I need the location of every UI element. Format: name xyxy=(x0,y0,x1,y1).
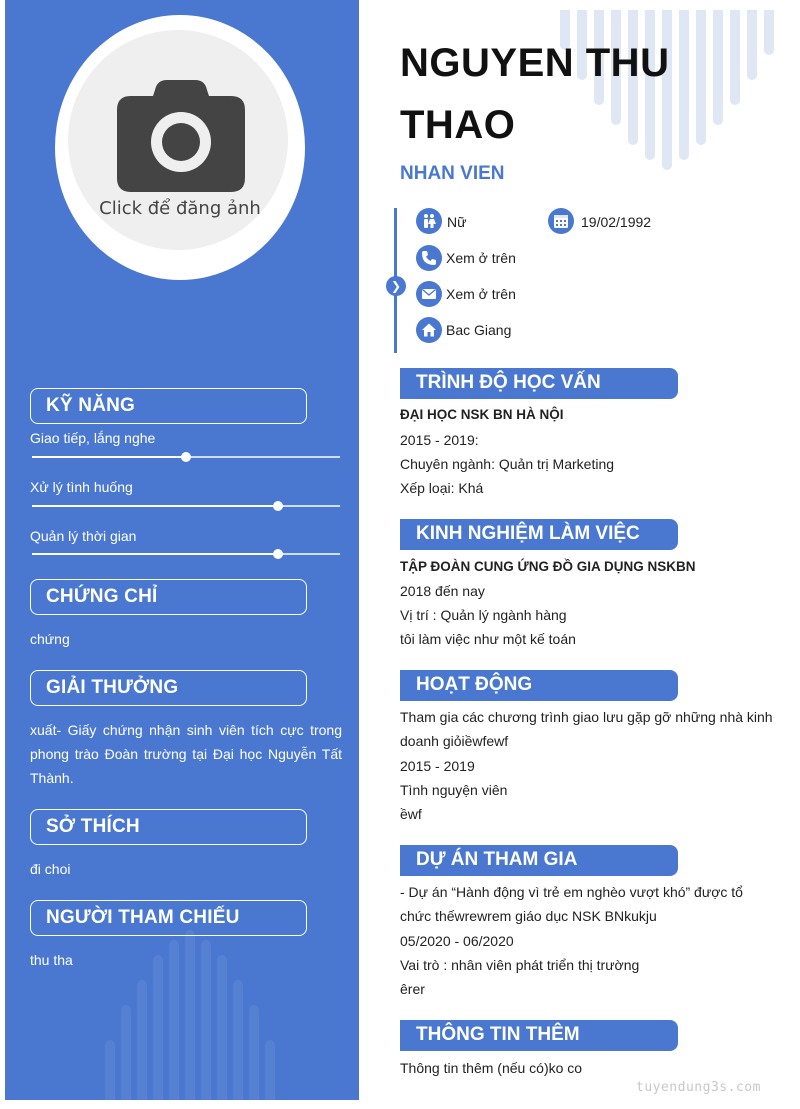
projects-note[interactable]: êrer xyxy=(400,981,425,997)
activities-role[interactable]: Tình nguyện viên xyxy=(400,782,508,798)
education-period[interactable]: 2015 - 2019: xyxy=(400,432,479,448)
skill-bar-time xyxy=(32,553,340,555)
chevron-right-icon[interactable]: ❯ xyxy=(386,276,406,296)
skill-bar-knob[interactable] xyxy=(273,501,283,511)
certificates-text[interactable]: chứng xyxy=(30,631,70,647)
education-grade[interactable]: Xếp loại: Khá xyxy=(400,480,484,496)
references-text[interactable]: thu tha xyxy=(30,952,73,968)
skill-bar-fill xyxy=(32,553,278,555)
experience-period[interactable]: 2018 đến nay xyxy=(400,583,485,599)
phone-icon xyxy=(416,245,442,271)
additional-heading: THÔNG TIN THÊM xyxy=(400,1020,678,1051)
address-value[interactable]: Bac Giang xyxy=(446,322,512,338)
projects-period[interactable]: 05/2020 - 06/2020 xyxy=(400,933,514,949)
experience-heading: KINH NGHIỆM LÀM VIỆC xyxy=(400,519,678,550)
awards-text[interactable]: xuất- Giấy chứng nhận sinh viên tích cực trong phong trào Đoàn trường tại Đại học Nguyễn Tất Thành. xyxy=(30,722,342,786)
skill-bar-knob[interactable] xyxy=(273,549,283,559)
references-heading: NGƯỜI THAM CHIẾU xyxy=(30,900,307,936)
hobbies-text[interactable]: đi choi xyxy=(30,861,71,877)
certificates-heading: CHỨNG CHỈ xyxy=(30,579,307,615)
activities-heading: HOẠT ĐỘNG xyxy=(400,670,678,701)
experience-company[interactable]: TẬP ĐOÀN CUNG ỨNG ĐỒ GIA DỤNG NSKBN xyxy=(400,559,696,574)
projects-heading: DỰ ÁN THAM GIA xyxy=(400,845,678,876)
hobbies-heading: SỞ THÍCH xyxy=(30,809,307,845)
activities-period[interactable]: 2015 - 2019 xyxy=(400,758,475,774)
gender-icon xyxy=(416,208,442,234)
job-title[interactable]: NHAN VIEN xyxy=(400,163,505,184)
calendar-icon xyxy=(548,208,574,234)
skill-bar-communication xyxy=(32,456,340,458)
home-icon xyxy=(416,317,442,343)
awards-heading: GIẢI THƯỞNG xyxy=(30,670,307,706)
education-heading: TRÌNH ĐỘ HỌC VẤN xyxy=(400,368,678,399)
skill-name-time: Quản lý thời gian xyxy=(30,528,137,544)
full-name[interactable]: NGUYEN THU THAO xyxy=(400,41,670,147)
activities-description[interactable]: Tham gia các chương trình giao lưu gặp gỡ những nhà kinh doanh giỏiềwfewf xyxy=(400,709,773,749)
projects-description[interactable]: - Dự án “Hành động vì trẻ em nghèo vượt khó” được tổ chức thếwrewrem giáo dục NSK BNkukju xyxy=(400,884,743,924)
education-school[interactable]: ĐẠI HỌC NSK BN HÀ NỘI xyxy=(400,407,564,422)
email-value[interactable]: Xem ở trên xyxy=(446,286,516,302)
skill-bar-situation xyxy=(32,505,340,507)
email-icon xyxy=(416,281,442,307)
education-major[interactable]: Chuyên ngành: Quản trị Marketing xyxy=(400,456,615,472)
skill-bar-fill xyxy=(32,456,186,458)
gender-value[interactable]: Nữ xyxy=(447,214,467,230)
projects-role[interactable]: Vai trò : nhân viên phát triển thị trường xyxy=(400,957,640,973)
birthday-value[interactable]: 19/02/1992 xyxy=(581,214,652,230)
skill-name-situation: Xử lý tình huống xyxy=(30,479,133,495)
skill-bar-fill xyxy=(32,505,278,507)
camera-icon[interactable] xyxy=(117,80,245,192)
watermark: tuyendung3s.com xyxy=(636,1080,761,1095)
skills-heading: KỸ NĂNG xyxy=(30,388,307,424)
activities-note[interactable]: ềwf xyxy=(400,806,422,822)
skill-name-communication: Giao tiếp, lắng nghe xyxy=(30,430,156,446)
avatar-upload-label[interactable]: Click để đăng ảnh xyxy=(99,198,261,219)
sidebar-decoration xyxy=(105,930,305,1100)
experience-position[interactable]: Vị trí : Quản lý ngành hàng xyxy=(400,607,567,623)
additional-text[interactable]: Thông tin thêm (nếu có)ko co xyxy=(400,1060,583,1076)
skill-bar-knob[interactable] xyxy=(181,452,191,462)
experience-description[interactable]: tôi làm việc như một kế toán xyxy=(400,631,576,647)
phone-value[interactable]: Xem ở trên xyxy=(446,250,516,266)
